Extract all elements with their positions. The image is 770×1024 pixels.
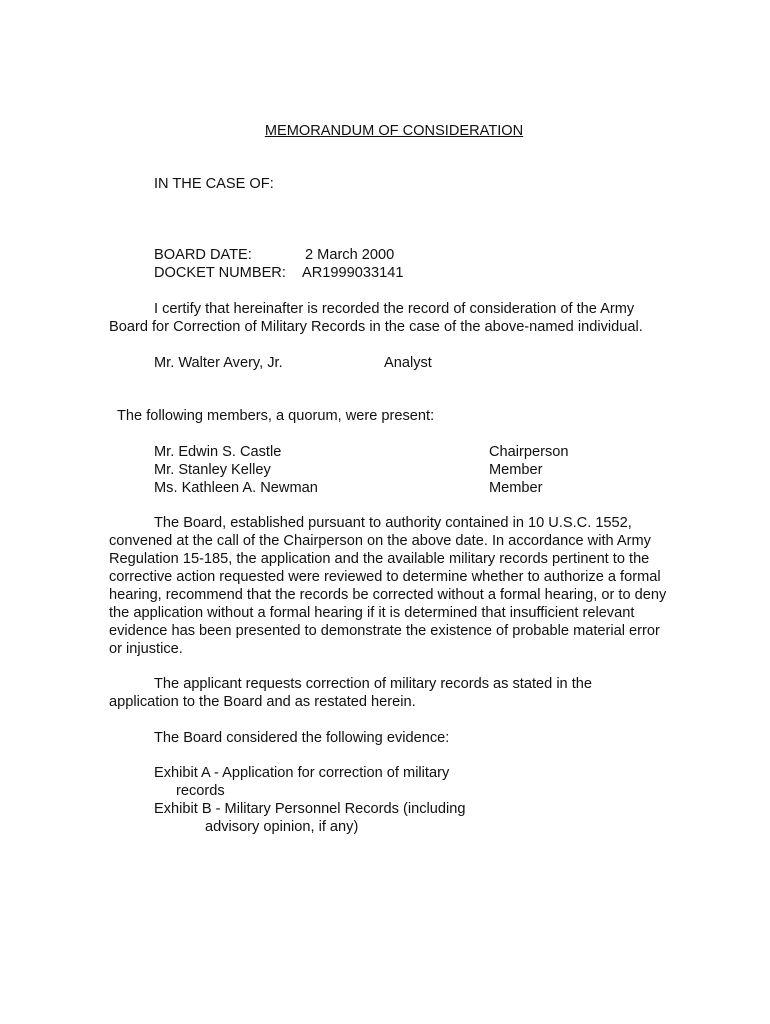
board-authority-paragraph (109, 514, 671, 658)
certification-paragraph (109, 300, 669, 336)
exhibit-a-line1: Exhibit A - Application for correction of military (154, 765, 450, 781)
analyst-name: Mr. Walter Avery, Jr. (154, 355, 283, 371)
exhibit-b-line1: Exhibit B - Military Personnel Records (including (154, 801, 466, 817)
member-role: Chairperson (489, 444, 569, 460)
exhibit-a-line2: records (176, 783, 225, 799)
board-authority-text: The Board, established pursuant to authority contained in 10 U.S.C. 1552, convened at the call of the Chairperson on the above date. In accordance with Army Regulation 15-185, the application and the available military records pertinent to the corrective action requested were reviewed to determine whether to authorize a formal hearing, recommend that the records be corrected without a formal hearing, or to deny the application without a formal hearing if it is determined that insufficient relevant evidence has been presented to demonstrate the existence of probable material error or injustice. (109, 515, 667, 657)
member-name: Ms. Kathleen A. Newman (154, 480, 318, 496)
page-title: MEMORANDUM OF CONSIDERATION (264, 123, 524, 139)
quorum-statement: The following members, a quorum, were present: (117, 408, 435, 424)
member-role: Member (489, 480, 543, 496)
case-label: IN THE CASE OF: (154, 176, 274, 192)
board-date-value: 2 March 2000 (305, 247, 395, 263)
analyst-role: Analyst (384, 355, 432, 371)
certification-text: I certify that hereinafter is recorded the record of consideration of the Army Board for Correction of Military Records in the case of the above-named individual. (109, 301, 643, 335)
request-text: The applicant requests correction of military records as stated in the application to the Board and as restated herein. (109, 676, 593, 710)
evidence-intro: The Board considered the following evidence: (154, 730, 450, 746)
request-paragraph (109, 675, 629, 711)
board-date-label: BOARD DATE: (154, 247, 252, 263)
exhibit-b-line2: advisory opinion, if any) (205, 819, 359, 835)
member-name: Mr. Stanley Kelley (154, 462, 271, 478)
member-name: Mr. Edwin S. Castle (154, 444, 282, 460)
member-role: Member (489, 462, 543, 478)
docket-number-label: DOCKET NUMBER: (154, 265, 286, 281)
docket-number-value: AR1999033141 (302, 265, 404, 281)
